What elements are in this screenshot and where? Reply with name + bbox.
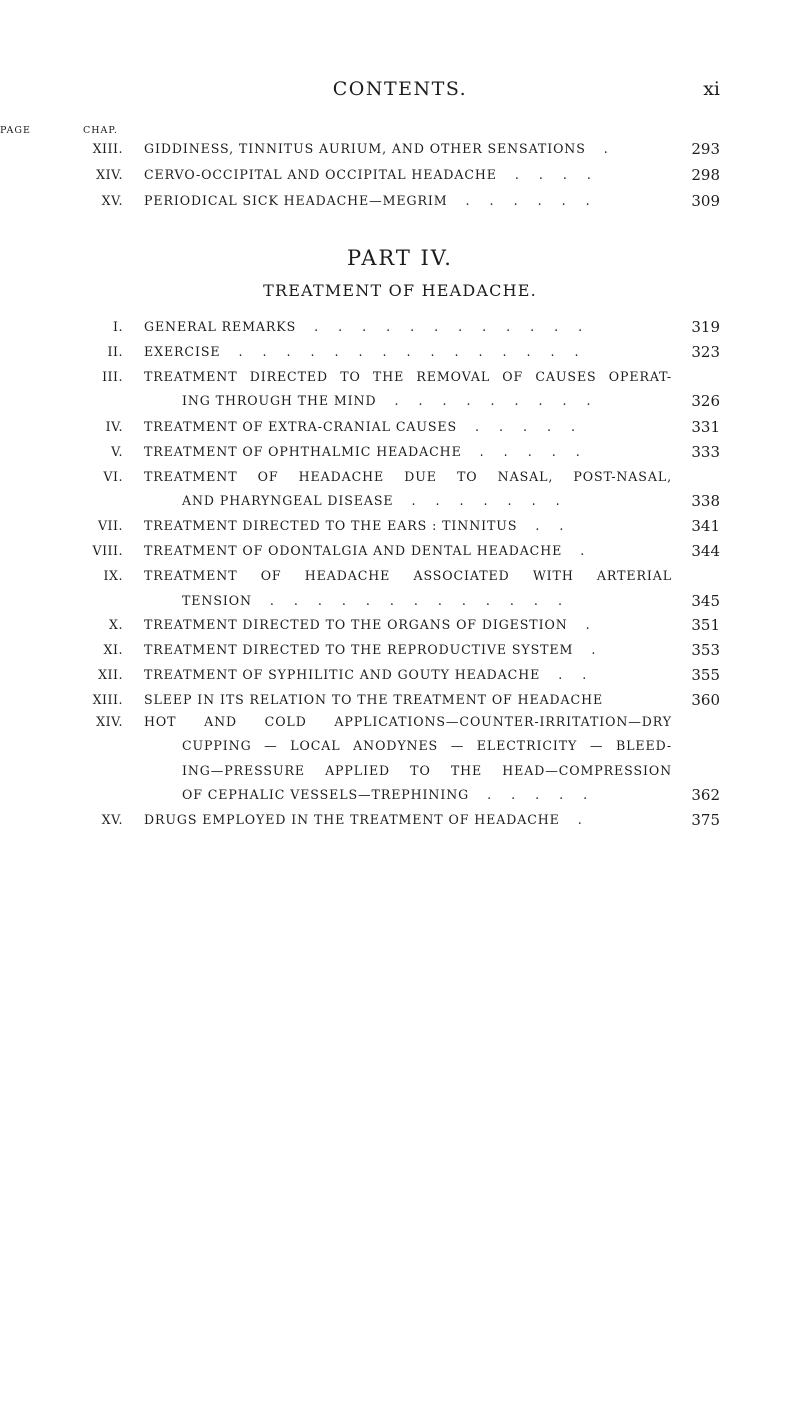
- dot-leader: . . . . .: [467, 444, 588, 459]
- dot-leader: .: [591, 141, 616, 156]
- chapter-title-text: TREATMENT DIRECTED TO THE REMOVAL OF CAUSES OPERAT-: [144, 369, 672, 384]
- chapter-title: [144, 164, 599, 186]
- page-column-header: PAGE: [0, 125, 31, 136]
- chapter-title-text: HOT AND COLD APPLICATIONS—COUNTER-IRRITATION—DRY: [144, 714, 672, 729]
- chapter-title: [182, 490, 568, 512]
- page-number: 326: [691, 392, 720, 410]
- toc-line: [0, 441, 800, 463]
- chapter-number: XV.: [101, 812, 123, 827]
- chapter-title: [144, 540, 592, 562]
- part-subheading: TREATMENT OF HEADACHE.: [263, 281, 537, 300]
- page-number: 362: [691, 786, 720, 804]
- toc-line: [0, 784, 800, 806]
- chapter-title-text: AND PHARYNGEAL DISEASE: [182, 493, 394, 508]
- dot-leader: .: [579, 642, 604, 657]
- dot-leader: . . . . . .: [453, 193, 598, 208]
- dot-leader: . .: [546, 667, 595, 682]
- chapter-title-text: GIDDINESS, TINNITUS AURIUM, AND OTHER SENSATIONS: [144, 141, 586, 156]
- toc-line: [0, 341, 800, 363]
- chapter-title: [144, 366, 672, 388]
- page-number: 331: [691, 418, 720, 436]
- chapter-number: XIII.: [92, 141, 123, 156]
- page-number: 293: [691, 140, 720, 158]
- chapter-number: V.: [111, 444, 123, 459]
- chapter-title-text: TREATMENT DIRECTED TO THE EARS : TINNITUS: [144, 518, 518, 533]
- chapter-title: [182, 735, 672, 757]
- chapter-title: [144, 639, 603, 661]
- chapter-number: VI.: [103, 469, 123, 484]
- chapter-title: [144, 341, 587, 363]
- chapter-title-text: TREATMENT OF EXTRA-CRANIAL CAUSES: [144, 419, 458, 434]
- dot-leader: . . . . . . . . . . . . . . .: [226, 344, 587, 359]
- chapter-title: [144, 664, 594, 686]
- chapter-title-text: EXERCISE: [144, 344, 221, 359]
- chapter-number: XV.: [101, 193, 123, 208]
- dot-leader: .: [568, 543, 593, 558]
- chapter-title-text: TREATMENT OF HEADACHE DUE TO NASAL, POST-NASAL,: [144, 469, 672, 484]
- chapter-title-text: OF CEPHALIC VESSELS—TREPHINING: [182, 787, 470, 802]
- chapter-title: [144, 190, 598, 212]
- chapter-title-text: TREATMENT OF OPHTHALMIC HEADACHE: [144, 444, 462, 459]
- chapter-title: [182, 590, 570, 612]
- page-number: 375: [691, 811, 720, 829]
- chapter-title: [144, 711, 672, 733]
- toc-line: [0, 164, 800, 186]
- dot-leader: . . . . .: [463, 419, 584, 434]
- chapter-number: X.: [109, 617, 123, 632]
- chapter-title-text: TREATMENT OF HEADACHE ASSOCIATED WITH ARTERIAL: [144, 568, 672, 583]
- toc-line: [0, 316, 800, 338]
- toc-line: [0, 366, 800, 388]
- toc-line: [0, 565, 800, 587]
- page-number: 319: [691, 318, 720, 336]
- dot-leader: .: [565, 812, 590, 827]
- dot-leader: .: [573, 617, 598, 632]
- page-number: 344: [691, 542, 720, 560]
- chapter-number: IV.: [105, 419, 123, 434]
- toc-line: [0, 735, 800, 757]
- chapter-title: [144, 614, 598, 636]
- page-number: 355: [691, 666, 720, 684]
- chapter-title-text: TREATMENT DIRECTED TO THE REPRODUCTIVE SYSTEM: [144, 642, 574, 657]
- chapter-number: XII.: [98, 667, 123, 682]
- dot-leader: . . . .: [502, 167, 599, 182]
- chapter-title-text: GENERAL REMARKS: [144, 319, 297, 334]
- chapter-number: IX.: [103, 568, 123, 583]
- running-header: [0, 78, 800, 102]
- page-number: 351: [691, 616, 720, 634]
- chapter-title-text: SLEEP IN ITS RELATION TO THE TREATMENT OF HEADACHE: [144, 692, 604, 707]
- chapter-number: II.: [107, 344, 123, 359]
- page-number: 323: [691, 343, 720, 361]
- dot-leader: . .: [523, 518, 572, 533]
- toc-line: [0, 639, 800, 661]
- page-number: 333: [691, 443, 720, 461]
- toc-line: [0, 390, 800, 412]
- toc-line: [0, 689, 800, 711]
- chapter-column-header: CHAP.: [83, 125, 118, 136]
- chapter-title: [144, 316, 590, 338]
- chapter-title: [144, 565, 672, 587]
- page-number: 353: [691, 641, 720, 659]
- page-number: 360: [691, 691, 720, 709]
- chapter-title: [144, 809, 590, 831]
- chapter-title: [144, 416, 583, 438]
- chapter-title: [144, 515, 571, 537]
- chapter-title: [182, 784, 595, 806]
- chapter-title-text: TREATMENT OF SYPHILITIC AND GOUTY HEADACHE: [144, 667, 541, 682]
- toc-line: [0, 466, 800, 488]
- chapter-number: III.: [102, 369, 123, 384]
- toc-line: [0, 515, 800, 537]
- chapter-title-text: TENSION: [182, 593, 252, 608]
- toc-line: [0, 138, 800, 160]
- chapter-title-text: TREATMENT OF ODONTALGIA AND DENTAL HEADACHE: [144, 543, 563, 558]
- chapter-title-text: CERVO-OCCIPITAL AND OCCIPITAL HEADACHE: [144, 167, 497, 182]
- toc-line: [0, 614, 800, 636]
- chapter-title-text: ING THROUGH THE MIND: [182, 393, 377, 408]
- dot-leader: . . . . . . . . . . . . .: [257, 593, 570, 608]
- chapter-number: VII.: [97, 518, 123, 533]
- toc-line: [0, 760, 800, 782]
- toc-line: [0, 416, 800, 438]
- page-number: 309: [691, 192, 720, 210]
- chapter-number: XIV.: [96, 167, 123, 182]
- toc-line: [0, 809, 800, 831]
- chapter-title: [144, 466, 672, 488]
- toc-line: [0, 490, 800, 512]
- chapter-title: [144, 138, 616, 160]
- chapter-title: [182, 760, 672, 782]
- folio-number: xi: [703, 78, 720, 100]
- toc-line: [0, 590, 800, 612]
- page-number: 341: [691, 517, 720, 535]
- page-number: 345: [691, 592, 720, 610]
- chapter-title-text: TREATMENT DIRECTED TO THE ORGANS OF DIGESTION: [144, 617, 568, 632]
- chapter-title-text: CUPPING — LOCAL ANODYNES — ELECTRICITY — BLEED-: [182, 738, 672, 753]
- chapter-title: [182, 390, 599, 412]
- chapter-number: XIV.: [96, 714, 123, 729]
- chapter-title: [144, 441, 588, 463]
- chapter-title-text: PERIODICAL SICK HEADACHE—MEGRIM: [144, 193, 448, 208]
- dot-leader: . . . . . . .: [399, 493, 568, 508]
- toc-line: [0, 190, 800, 212]
- page-number: 298: [691, 166, 720, 184]
- dot-leader: . . . . . . . . .: [382, 393, 599, 408]
- dot-leader: . . . . . . . . . . . .: [302, 319, 591, 334]
- chapter-title-text: DRUGS EMPLOYED IN THE TREATMENT OF HEADACHE: [144, 812, 560, 827]
- dot-leader: . . . . .: [475, 787, 596, 802]
- chapter-title-text: ING—PRESSURE APPLIED TO THE HEAD—COMPRESSION: [182, 763, 672, 778]
- part-heading: PART IV.: [347, 246, 453, 270]
- chapter-number: I.: [113, 319, 123, 334]
- chapter-title: [144, 689, 603, 711]
- chapter-number: XI.: [103, 642, 123, 657]
- toc-line: [0, 664, 800, 686]
- toc-line: [0, 540, 800, 562]
- toc-line: [0, 711, 800, 733]
- chapter-number: VIII.: [92, 543, 123, 558]
- chapter-number: XIII.: [92, 692, 123, 707]
- page-number: 338: [691, 492, 720, 510]
- page-title: CONTENTS.: [332, 78, 468, 100]
